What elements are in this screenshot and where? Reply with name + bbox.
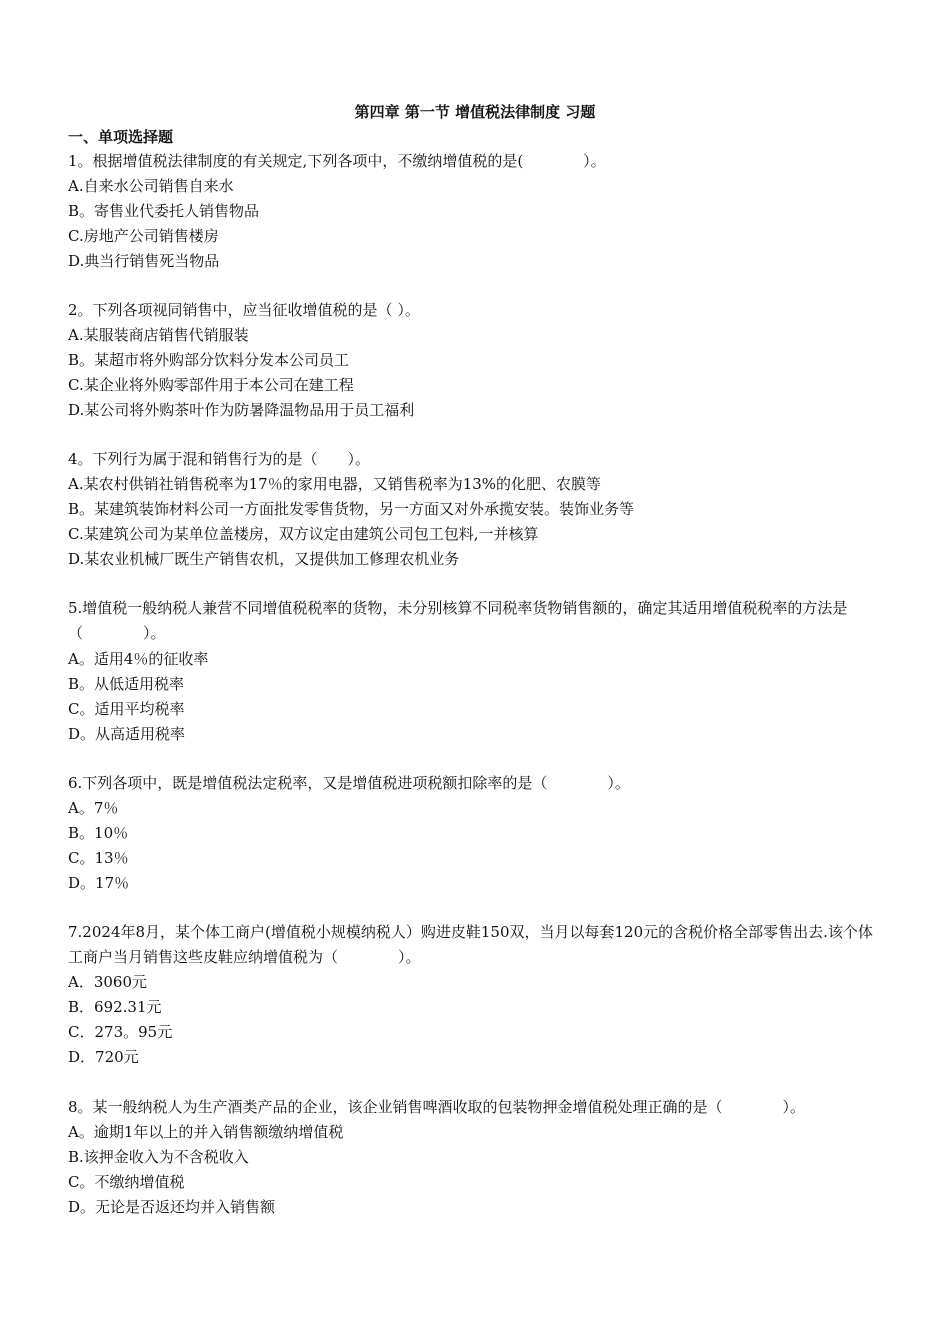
question-stem: 1。根据增值税法律制度的有关规定,下列各项中，不缴纳增值税的是( ）。 xyxy=(68,152,606,170)
option-d: D.某农业机械厂既生产销售农机，又提供加工修理农机业务 xyxy=(68,550,460,568)
question-stem: 5.增值税一般纳税人兼营不同增值税税率的货物，未分别核算不同税率货物销售额的，确定其适用增值税税率的方法是（ ）。 xyxy=(68,599,848,642)
option-a: A。7％ xyxy=(68,799,119,817)
question-stem: 2。下列各项视同销售中，应当征收增值税的是（ ）。 xyxy=(68,301,420,319)
option-c: C。适用平均税率 xyxy=(68,700,185,718)
option-c: C．273。95元 xyxy=(68,1023,173,1041)
option-b: B。10％ xyxy=(68,824,129,842)
option-d: D.某公司将外购茶叶作为防暑降温物品用于员工福利 xyxy=(68,401,415,419)
option-c: C。不缴纳增值税 xyxy=(68,1173,185,1191)
section-heading: 一、单项选择题 xyxy=(68,128,174,146)
option-a: A.某服装商店销售代销服装 xyxy=(68,326,249,344)
option-c: C.某建筑公司为某单位盖楼房，双方议定由建筑公司包工包料,一并核算 xyxy=(68,525,539,543)
option-a: A.自来水公司销售自来水 xyxy=(68,177,234,195)
option-a: A。适用4％的征收率 xyxy=(68,650,209,668)
option-d: D。从高适用税率 xyxy=(68,725,186,743)
option-a: A。逾期1年以上的并入销售额缴纳增值税 xyxy=(68,1123,344,1141)
option-d: D。17％ xyxy=(68,874,130,892)
question-stem: 8。某一般纳税人为生产酒类产品的企业，该企业销售啤酒收取的包装物押金增值税处理正确的是（ ）。 xyxy=(68,1098,806,1116)
question-stem: 6.下列各项中，既是增值税法定税率，又是增值税进项税额扣除率的是（ ）。 xyxy=(68,774,630,792)
option-c: C。13％ xyxy=(68,849,129,867)
option-c: C.房地产公司销售楼房 xyxy=(68,227,219,245)
option-a: A．3060元 xyxy=(68,973,148,991)
page-title: 第四章 第一节 增值税法律制度 习题 xyxy=(354,103,596,121)
option-a: A.某农村供销社销售税率为17％的家用电器，又销售税率为13%的化肥、农膜等 xyxy=(68,475,602,493)
option-b: B。某超市将外购部分饮料分发本公司员工 xyxy=(68,351,350,369)
question-stem: 7.2024年8月，某个体工商户(增值税小规模纳税人）购进皮鞋150双，当月以每套120元的含税价格全部零售出去.该个体工商户当月销售这些皮鞋应纳增值税为（ ）。 xyxy=(68,923,873,966)
option-b: B。从低适用税率 xyxy=(68,675,185,693)
question-stem: 4。下列行为属于混和销售行为的是（ ）。 xyxy=(68,450,371,468)
option-b: B。某建筑装饰材料公司一方面批发零售货物，另一方面又对外承揽安装。装饰业务等 xyxy=(68,500,635,518)
option-d: D．720元 xyxy=(68,1048,139,1066)
option-b: B。寄售业代委托人销售物品 xyxy=(68,202,260,220)
option-d: D。无论是否返还均并入销售额 xyxy=(68,1198,276,1216)
option-b: B．692.31元 xyxy=(68,998,162,1016)
option-b: B.该押金收入为不含税收入 xyxy=(68,1148,249,1166)
option-c: C.某企业将外购零部件用于本公司在建工程 xyxy=(68,376,354,394)
option-d: D.典当行销售死当物品 xyxy=(68,252,220,270)
